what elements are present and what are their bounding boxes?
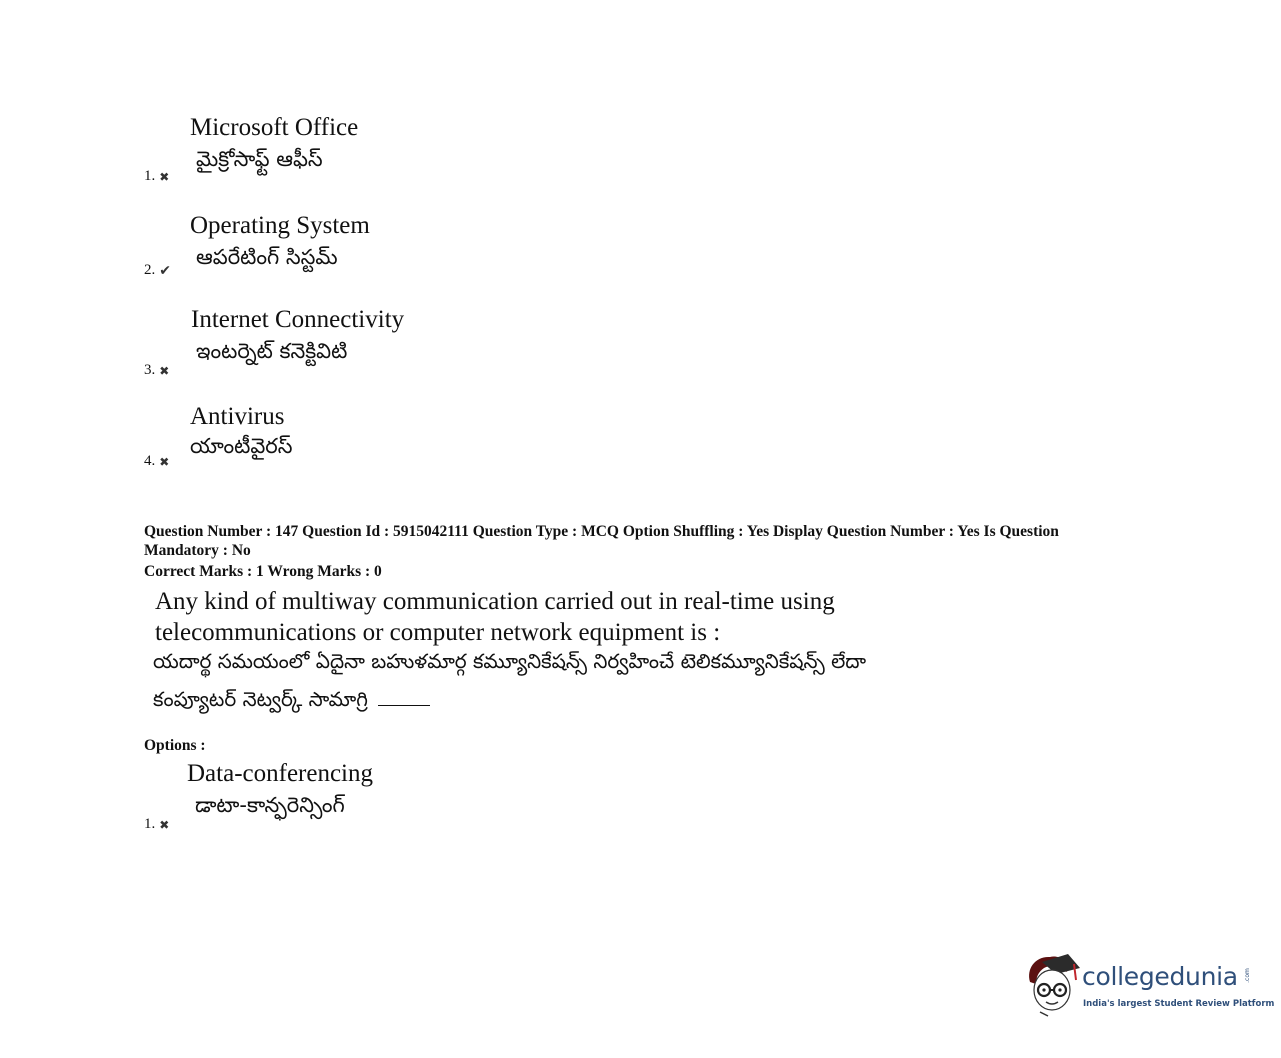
option-text-en: Microsoft Office: [190, 114, 359, 141]
option-text-en: Data-conferencing: [187, 760, 373, 787]
question-text-te-line2: [153, 687, 430, 716]
option-number-label: 3.: [144, 362, 156, 378]
logo-tagline: India's largest Student Review Platform: [1083, 999, 1275, 1009]
collegedunia-logo: [1022, 950, 1275, 1022]
options-label: Options :: [144, 737, 206, 754]
logo-domain: .com: [1243, 968, 1251, 983]
question-marks: Correct Marks : 1 Wrong Marks : 0: [144, 563, 382, 580]
question-meta: Question Number : 147 Question Id : 5915042111 Question Type : MCQ Option Shuffling : Yes Display Question Number : Yes Is Question Mandatory : No: [144, 523, 1059, 559]
option-number-label: 4.: [144, 453, 156, 469]
option-number: [144, 262, 171, 279]
check-mark-icon: ✔: [159, 262, 171, 279]
option-text-en: Internet Connectivity: [191, 306, 405, 333]
cross-mark-icon: ✖: [159, 817, 170, 832]
option-number: [144, 362, 169, 379]
option-number: [144, 168, 169, 185]
option-text-te: ఇంటర్నెట్ కనెక్టివిటి: [196, 339, 348, 363]
question-text-en-line2: telecommunications or computer network equipment is :: [155, 619, 721, 646]
option-text-en: Antivirus: [190, 403, 285, 430]
option-number-label: 1.: [144, 816, 156, 832]
cross-mark-icon: ✖: [159, 169, 170, 184]
mascot-icon: [1022, 952, 1084, 1018]
logo-name: collegedunia: [1082, 962, 1238, 991]
option-number: [144, 453, 169, 470]
option-number-label: 1.: [144, 168, 156, 184]
option-text-en: Operating System: [190, 212, 370, 239]
question-text-te-line1: యదార్థ సమయంలో ఏదైనా బహుళమార్గ కమ్యూనికేషన్స్ నిర్వహించే టెలికమ్యూనికేషన్స్ లేదా: [153, 649, 867, 673]
cross-mark-icon: ✖: [159, 363, 170, 378]
option-number-label: 2.: [144, 262, 156, 278]
question-text-en-line1: Any kind of multiway communication carried out in real-time using: [155, 588, 835, 615]
cross-mark-icon: ✖: [159, 454, 170, 469]
option-text-te: యాంటీవైరస్: [190, 434, 293, 458]
option-text-te: ఆపరేటింగ్ సిస్టమ్: [196, 245, 338, 269]
option-number: [144, 816, 169, 833]
option-text-te: డాటా-కాన్ఫరెన్సింగ్: [195, 793, 345, 817]
question-text-te-line2-text: కంప్యూటర్ నెట్వర్క్ సామాగ్రి: [153, 687, 368, 711]
option-text-te: మైక్రోసాఫ్ట్ ఆఫీస్: [196, 147, 323, 171]
answer-blank: [378, 705, 430, 706]
